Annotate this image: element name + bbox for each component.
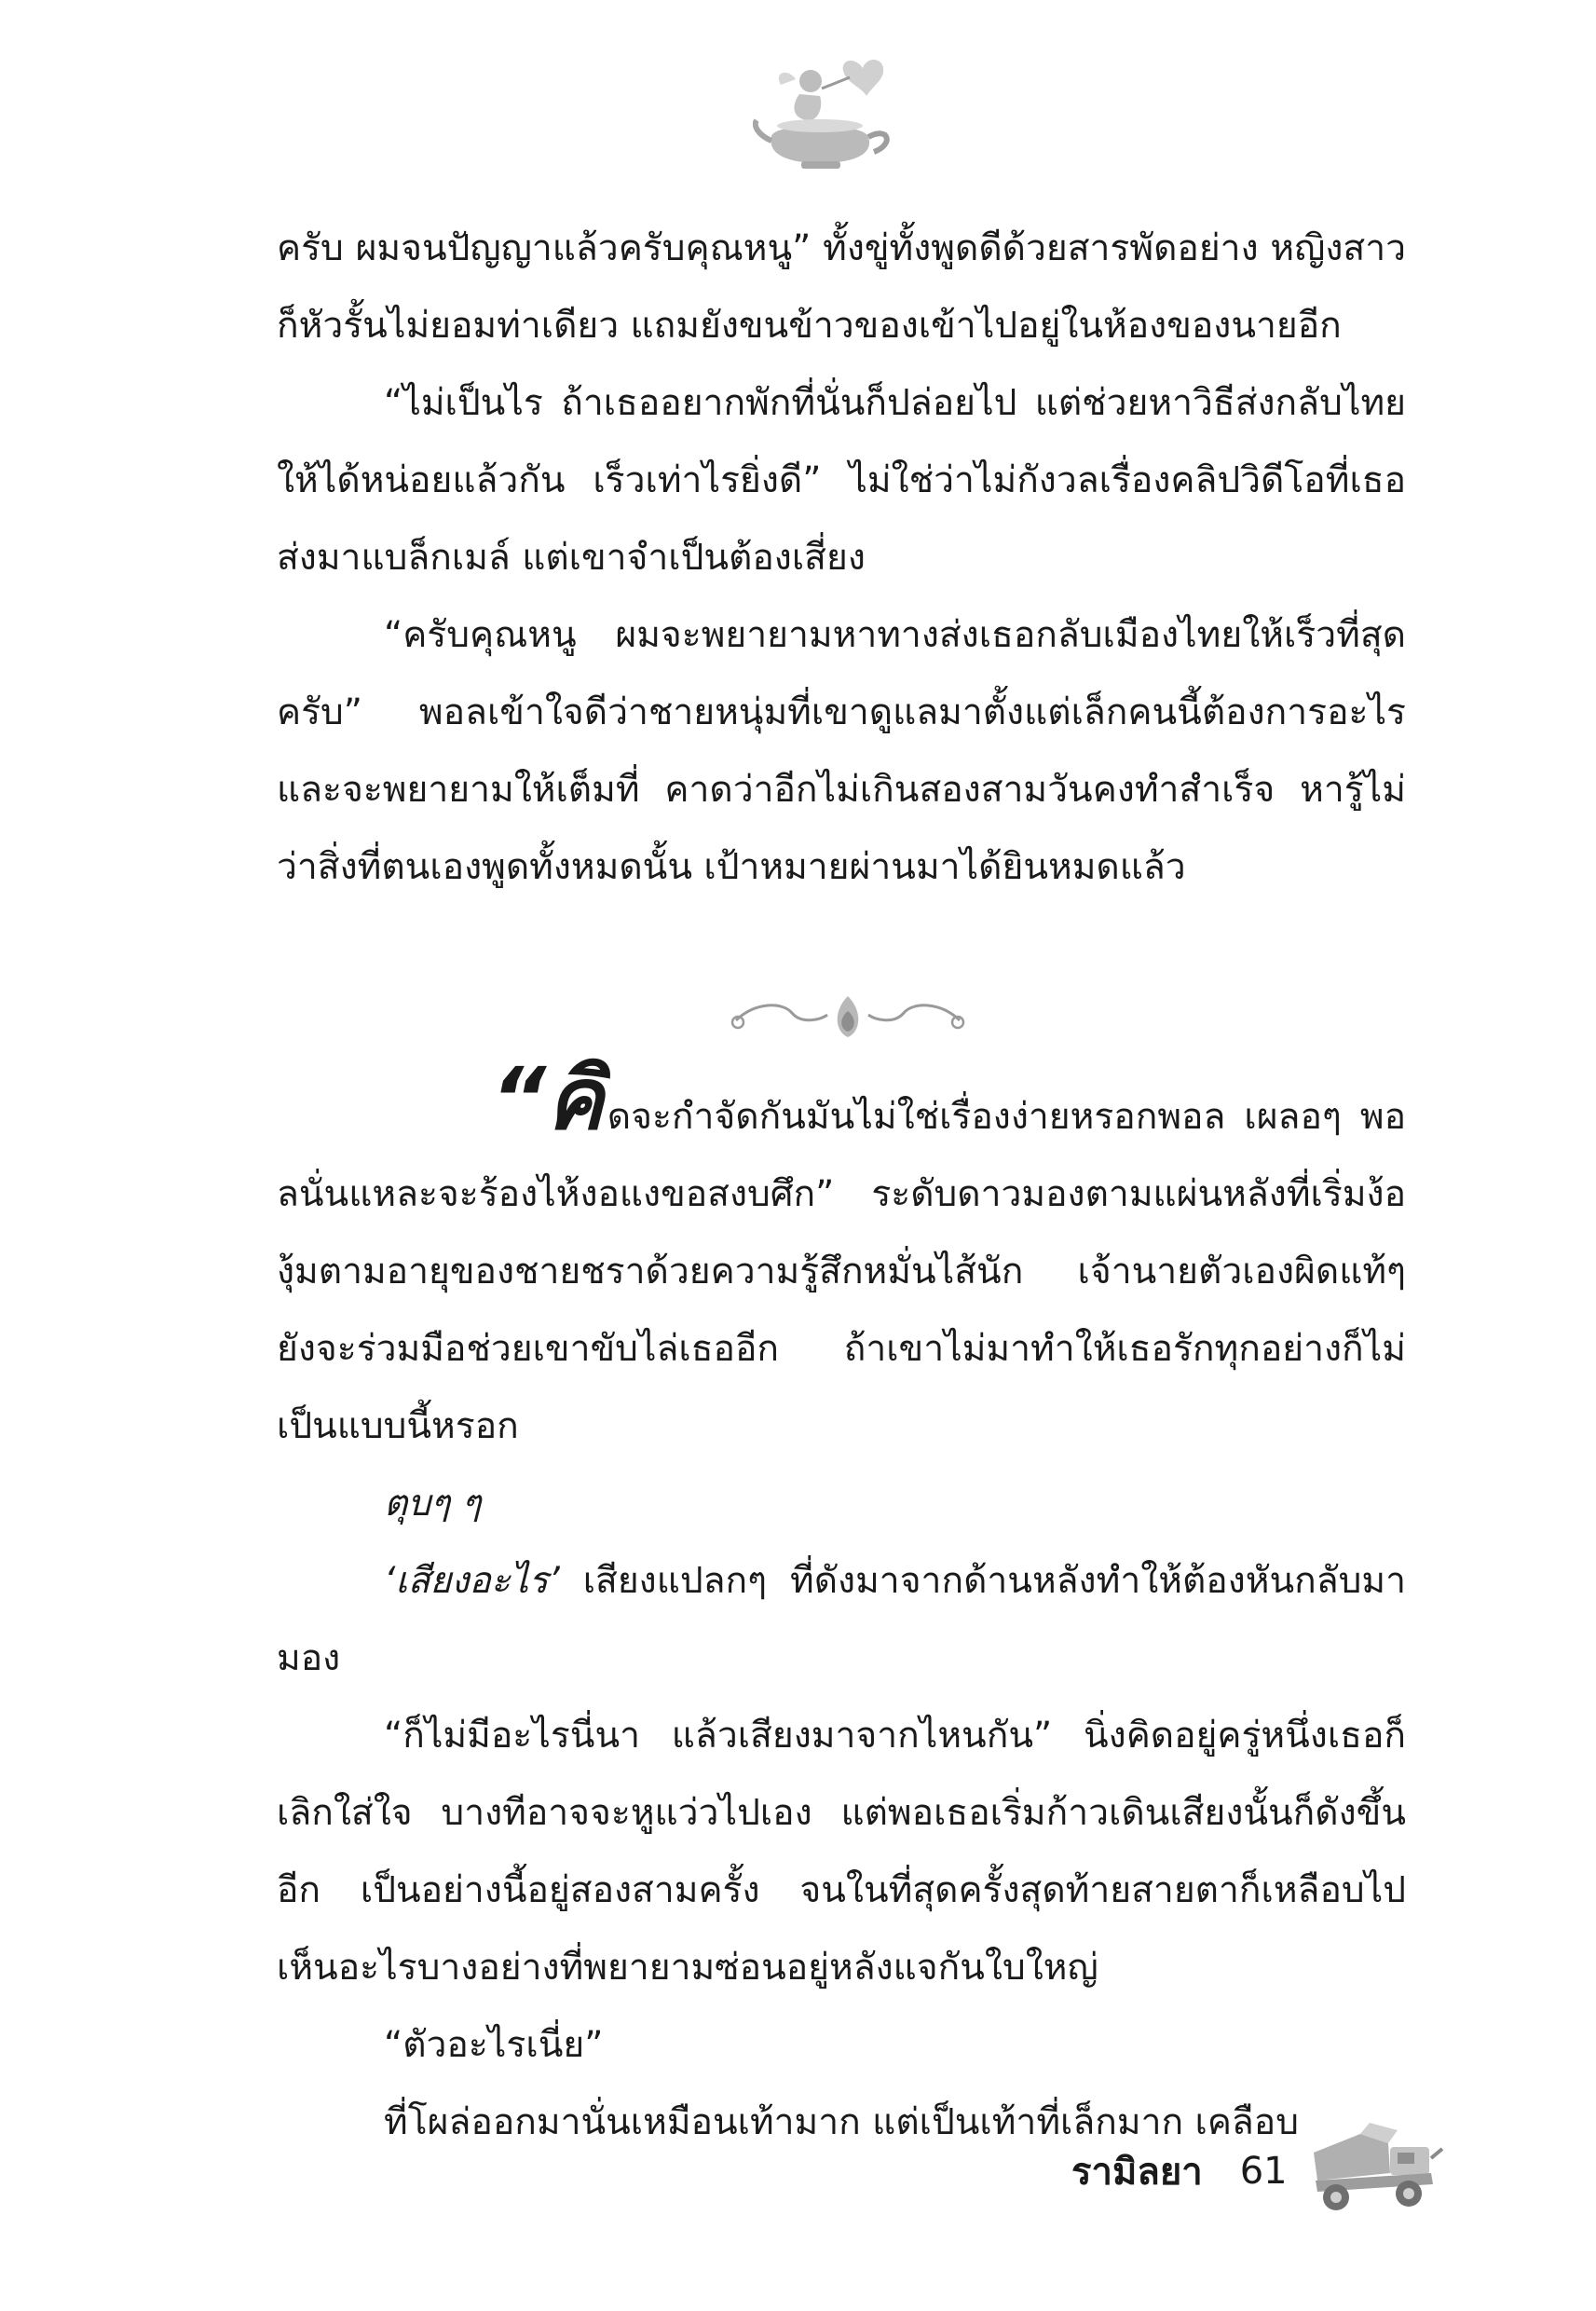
paragraph: “ตัวอะไรเนี่ย”: [384, 2024, 604, 2066]
running-title: รามิลยา: [1071, 2151, 1203, 2194]
italic-quote: ‘เสียงอะไร’: [384, 1560, 560, 1602]
paragraph: ครับ ผมจนปัญญาแล้วครับคุณหนู” ทั้งขู่ทั้งพูดดีด้วยสารพัดอย่าง หญิงสาวก็หัวรั้นไม่ยอมท่าเดียว แถมยังขนข้าวของเข้าไปอยู่ในห้องของนายอีก: [277, 227, 1406, 347]
cupid-teapot-icon: [753, 51, 902, 172]
paragraph: “ก็ไม่มีอะไรนี่นา แล้วเสียงมาจากไหนกัน” นิ่งคิดอยู่ครู่หนึ่งเธอก็เลิกใส่ใจ บางทีอาจจะหูแว่วไปเอง แต่พอเธอเริ่มก้าวเดินเสียงนั้นก็ดังขึ้นอีก เป็นอย่างนี้อยู่สองสามครั้ง จนในที่สุดครั้งสุดท้ายสายตาก็เหลือบไปเห็นอะไรบางอย่างที่พยายามซ่อนอยู่หลังแจกันใบใหญ่: [277, 1715, 1406, 1989]
page-number: 61: [1239, 2150, 1288, 2193]
paragraph: [277, 1049, 1406, 1465]
text-section-top: [277, 210, 1406, 906]
toy-truck-icon: [1304, 2115, 1444, 2218]
paragraph-text: ดจะกำจัดกันมันไม่ใช่เรื่องง่ายหรอกพอล เผลอๆ พอลนั่นแหละจะร้องไห้งอแงขอสงบศึก” ระดับดาวมองตามแผ่นหลังที่เริ่มง้องุ้มตามอายุของชายชราด้วยความรู้สึกหมั่นไส้นัก เจ้านายตัวเองผิดแท้ๆ ยังจะร่วมมือช่วยเขาขับไล่เธออีก ถ้าเขาไม่มาทำให้เธอรักทุกอย่างก็ไม่เป็นแบบนี้หรอก: [277, 1096, 1406, 1447]
paragraph: “ไม่เป็นไร ถ้าเธออยากพักที่นั่นก็ปล่อยไป แต่ช่วยหาวิธีส่งกลับไทยให้ได้หน่อยแล้วกัน เร็วเท่าไรยิ่งดี” ไม่ใช่ว่าไม่กังวลเรื่องคลิปวิดีโอที่เธอส่งมาแบล็กเมล์ แต่เขาจำเป็นต้องเสี่ยง: [277, 382, 1406, 579]
paragraph: ที่โผล่ออกมานั่นเหมือนเท้ามาก แต่เป็นเท้าที่เล็กมาก เคลือบ: [384, 2101, 1299, 2143]
paragraph: [277, 1542, 1406, 1697]
drop-cap: “คิ: [491, 1049, 604, 1149]
text-section-bottom: [277, 1049, 1406, 2161]
paragraph: “ครับคุณหนู ผมจะพยายามหาทางส่งเธอกลับเมืองไทยให้เร็วที่สุดครับ” พอลเข้าใจดีว่าชายหนุ่มที่เขาดูแลมาตั้งแต่เล็กคนนี้ต้องการอะไร และจะพยายามให้เต็มที่ คาดว่าอีกไม่เกินสองสามวันคงทำสำเร็จ หารู้ไม่ว่าสิ่งที่ตนเองพูดทั้งหมดนั้น เป้าหมายผ่านมาได้ยินหมดแล้ว: [277, 614, 1406, 888]
paragraph-text: เสียงแปลกๆ ที่ดังมาจากด้านหลังทำให้ต้องหันกลับมามอง: [277, 1560, 1406, 1679]
swirl-divider-icon: [717, 983, 978, 1048]
page-footer: [1071, 2134, 1288, 2208]
paragraph: ตุบๆ ๆ: [384, 1483, 482, 1525]
